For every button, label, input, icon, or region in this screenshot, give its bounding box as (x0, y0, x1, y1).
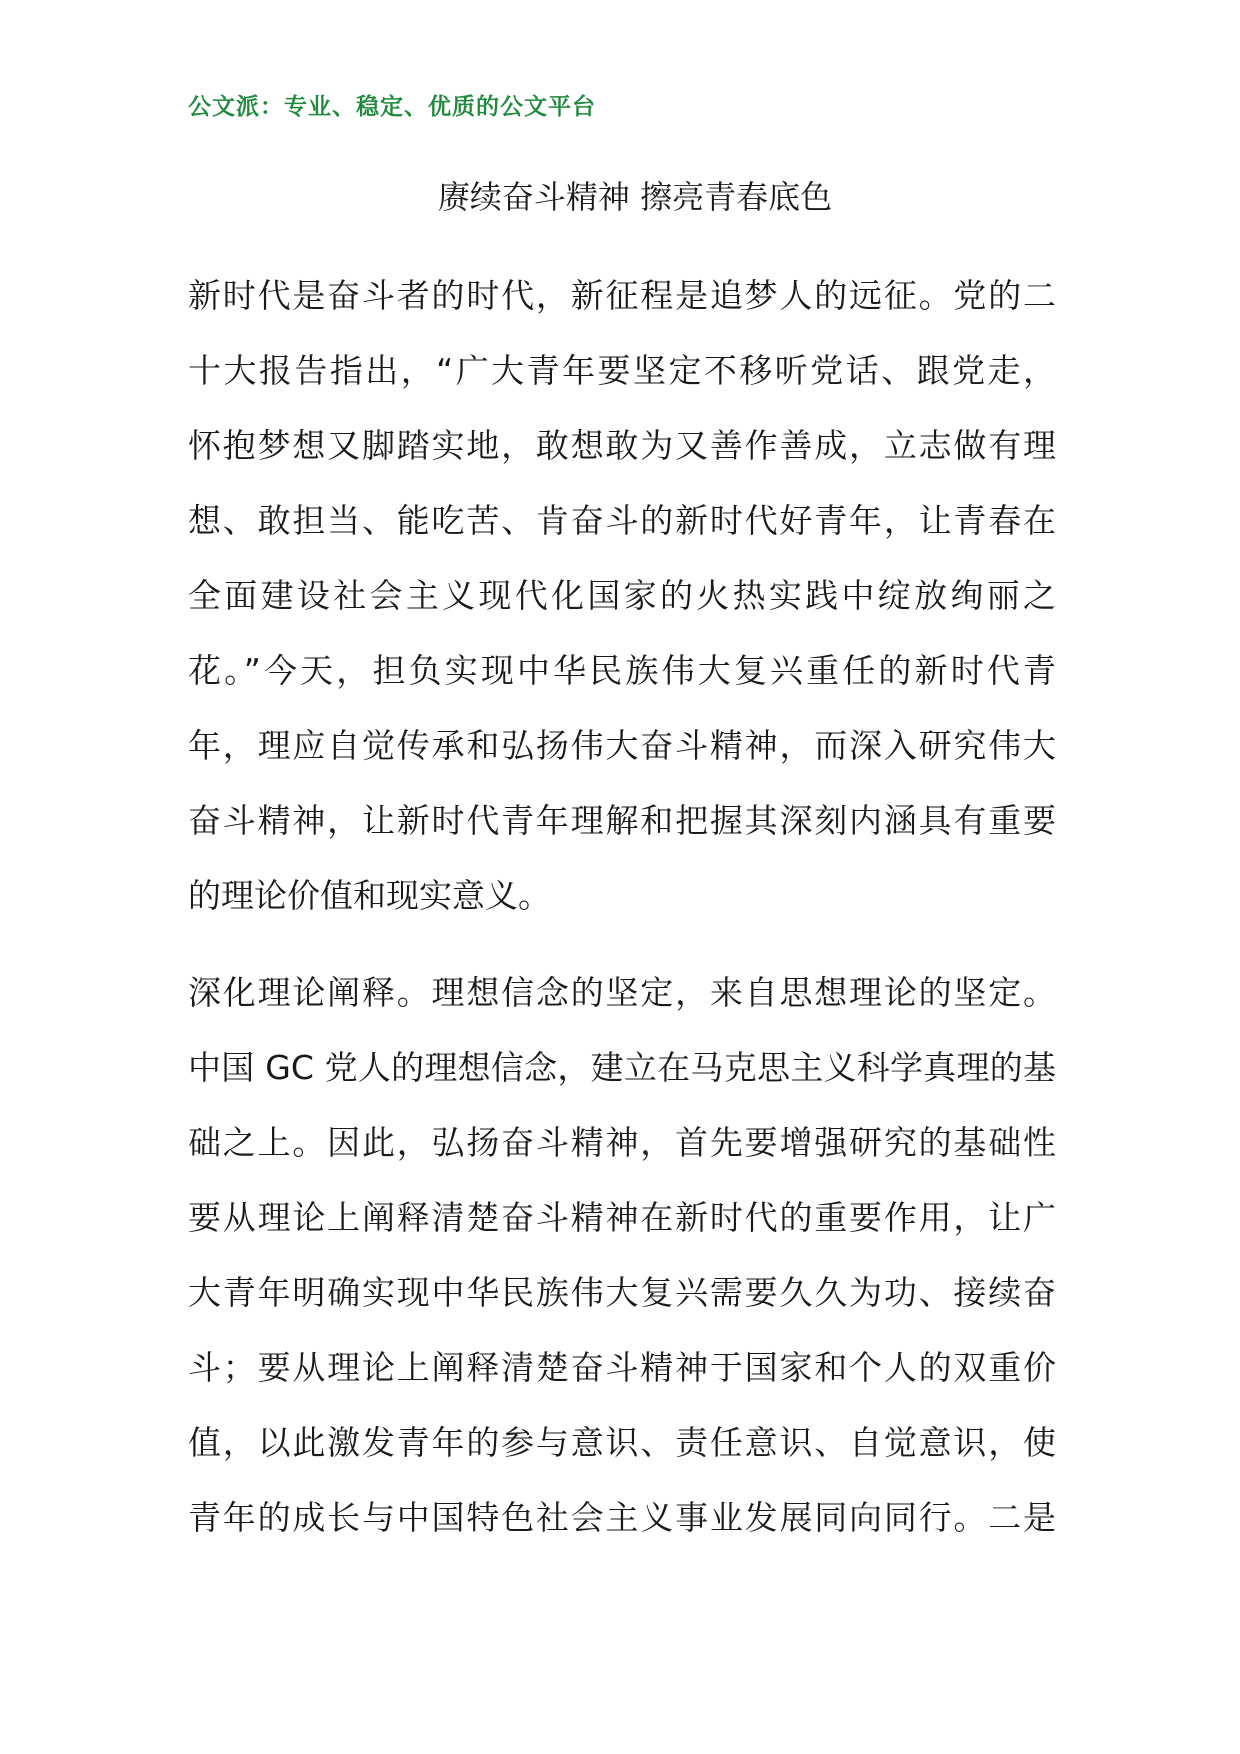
paragraph-2 (188, 955, 1056, 1555)
paragraph-line: 大青年明确实现中华民族伟大复兴需要久久为功、接续奋 (188, 1273, 1056, 1312)
document-title: 赓续奋斗精神 擦亮青春底色 (437, 178, 833, 216)
paragraph-line: 全面建设社会主义现代化国家的火热实践中绽放绚丽之 (188, 576, 1056, 615)
paragraph-line: 中国 GC 党人的理想信念，建立在马克思主义科学真理的基 (188, 1048, 1056, 1087)
header-brand: 公文派：专业、稳定、优质的公文平台 (188, 93, 596, 120)
paragraph-line: 要从理论上阐释清楚奋斗精神在新时代的重要作用，让广 (188, 1198, 1056, 1237)
paragraph-line: 的理论价值和现实意义。 (188, 876, 551, 915)
document-body (188, 258, 1056, 1577)
paragraph-line: 深化理论阐释。理想信念的坚定，来自思想理论的坚定。 (188, 973, 1056, 1012)
paragraph-line: 青年的成长与中国特色社会主义事业发展同向同行。二是 (188, 1498, 1056, 1537)
paragraph-line: 怀抱梦想又脚踏实地，敢想敢为又善作善成，立志做有理 (188, 426, 1056, 465)
paragraph-line: 想、敢担当、能吃苦、肯奋斗的新时代好青年，让青春在 (188, 501, 1056, 540)
paragraph-line: 斗；要从理论上阐释清楚奋斗精神于国家和个人的双重价 (188, 1348, 1056, 1387)
paragraph-line: 础之上。因此，弘扬奋斗精神，首先要增强研究的基础性 (188, 1123, 1056, 1162)
paragraph-line: 值，以此激发青年的参与意识、责任意识、自觉意识，使 (188, 1423, 1056, 1462)
paragraph-line: 花。”今天，担负实现中华民族伟大复兴重任的新时代青 (188, 651, 1056, 690)
paragraph-line: 年，理应自觉传承和弘扬伟大奋斗精神，而深入研究伟大 (188, 726, 1056, 765)
paragraph-line: 新时代是奋斗者的时代，新征程是追梦人的远征。党的二 (188, 276, 1056, 315)
paragraph-line: 十大报告指出，“广大青年要坚定不移听党话、跟党走， (188, 351, 1056, 390)
paragraph-1 (188, 258, 1056, 933)
paragraph-line: 奋斗精神，让新时代青年理解和把握其深刻内涵具有重要 (188, 801, 1056, 840)
